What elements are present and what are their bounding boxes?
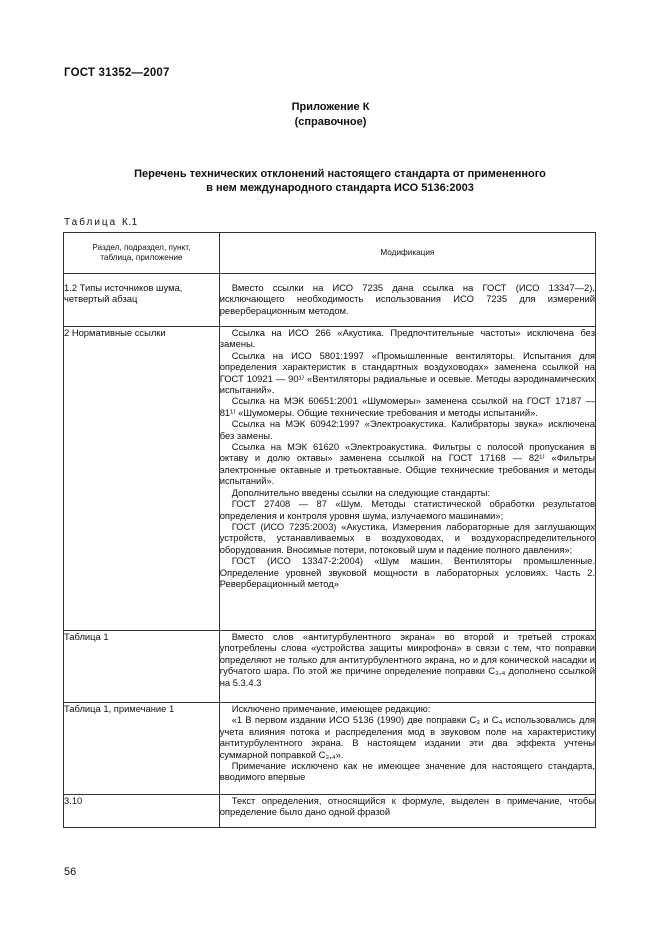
modification-paragraph: Текст определения, относящийся к формуле, выделен в примечание, чтобы определение было дано одной фразой <box>219 795 595 818</box>
table-row <box>64 631 596 703</box>
row-modification <box>219 795 595 828</box>
heading-line-2: в нем международного стандарта ИСО 5136:2003 <box>206 182 474 194</box>
modification-paragraph: Ссылка на ИСО 266 «Акустика. Предпочтительные частоты» исключена без замены. <box>219 327 595 350</box>
table-row <box>64 795 596 828</box>
table-row <box>64 274 596 327</box>
modification-paragraph: ГОСТ (ИСО 7235:2003) «Акустика. Измерения лабораторные для заглушающих устройств, устанавливаемых в воздуховодах, и воздухораспределительного оборудования. Вносимые потери, потоковый шум и падение полного давления»; <box>219 520 595 555</box>
modification-paragraph: Ссылка на МЭК 60942:1997 «Электроакустика. Калибраторы звука» исключена без замены. <box>219 418 595 441</box>
appendix-subtitle: (справочное) <box>294 116 367 128</box>
page-number: 56 <box>64 866 77 878</box>
modification-paragraph: Дополнительно введены ссылки на следующие стандарты: <box>231 486 491 498</box>
row-section: 2 Нормативные ссылки <box>64 327 220 631</box>
document-heading <box>60 167 620 195</box>
header-section-line-2: таблица, приложение <box>100 253 183 262</box>
row-section: 3.10 <box>64 795 220 828</box>
row-modification <box>219 274 595 327</box>
header-section <box>64 233 220 274</box>
heading-line-1: Перечень технических отклонений настоящего стандарта от примененного <box>134 168 546 180</box>
row-section: Таблица 1 <box>64 631 220 703</box>
table-caption <box>64 217 138 228</box>
modification-paragraph: Вместо ссылки на ИСО 7235 дана ссылка на ГОСТ (ИСО 13347—2), исключающего необходимость использования ИСО 7235 для измерений реверберационным методом. <box>219 282 595 316</box>
row-modification <box>219 327 595 631</box>
table-caption-number: К.1 <box>122 217 138 228</box>
modification-paragraph: Вместо слов «антитурбулентного экрана» во второй и третьей строках употреблены слова «устройства защиты микрофона» в связи с тем, что поправки определяют не только для антитурбулентного экрана, но и для конической насадки и губчатого шара. По этой же причине определение поправки C₃,₄ дополнено ссылкой на 5.3.4.3 <box>219 631 595 688</box>
row-modification <box>219 631 595 703</box>
deviations-table <box>63 232 596 828</box>
row-section: Таблица 1, примечание 1 <box>64 703 220 795</box>
modification-paragraph: Ссылка на МЭК 60651:2001 «Шумомеры» заменена ссылкой на ГОСТ 17187 — 81¹⁾ «Шумомеры. Общие технические требования и методы испытаний». <box>219 395 595 418</box>
header-section-line-1: Раздел, подраздел, пункт, <box>92 243 191 252</box>
table-row <box>64 327 596 631</box>
appendix-title: Приложение К <box>291 101 370 113</box>
row-modification <box>219 703 595 795</box>
row-section: 1.2 Типы источников шума, четвертый абзац <box>64 274 220 327</box>
modification-paragraph: Примечание исключено как не имеющее значение для настоящего стандарта, вводимого впервые <box>219 760 595 783</box>
table-row <box>64 703 596 795</box>
standard-code: ГОСТ 31352—2007 <box>64 67 170 79</box>
header-modification: Модификация <box>219 233 595 274</box>
modification-paragraph: «1 В первом издании ИСО 5136 (1990) две поправки C₃ и C₄ использовались для учета влияния потока и распределения мод в звуковом поле на характеристику антитурбулентного экрана. В настоящем издании эти два эффекта учтены суммарной поправкой C₃,₄». <box>219 714 595 760</box>
modification-paragraph: ГОСТ 27408 — 87 «Шум. Методы статистической обработки результатов определения и контроля уровня шума, излучаемого машинами»; <box>219 498 595 521</box>
modification-paragraph: ГОСТ (ИСО 13347-2:2004) «Шум машин. Вентиляторы промышленные. Определение уровней звуковой мощности в лабораторных условиях. Часть 2. Реверберационный метод» <box>219 555 595 589</box>
modification-paragraph: Ссылка на МЭК 61620 «Электроакустика. Фильтры с полосой пропускания в октаву и долю октавы» заменена ссылкой на ГОСТ 17168 — 82¹⁾ «Фильтры электронные октавные и третьоктавные. Общие технические требования и методы испытаний». <box>219 441 595 487</box>
modification-paragraph: Ссылка на ИСО 5801:1997 «Промышленные вентиляторы. Испытания для определения характеристик в стандартных воздуховодах» заменена ссылкой на ГОСТ 10921 — 90¹⁾ «Вентиляторы радиальные и осевые. Методы аэродинамических испытаний». <box>219 349 595 396</box>
modification-paragraph: Исключено примечание, имеющее редакцию: <box>231 703 431 714</box>
table-caption-word: Таблица <box>64 217 118 228</box>
